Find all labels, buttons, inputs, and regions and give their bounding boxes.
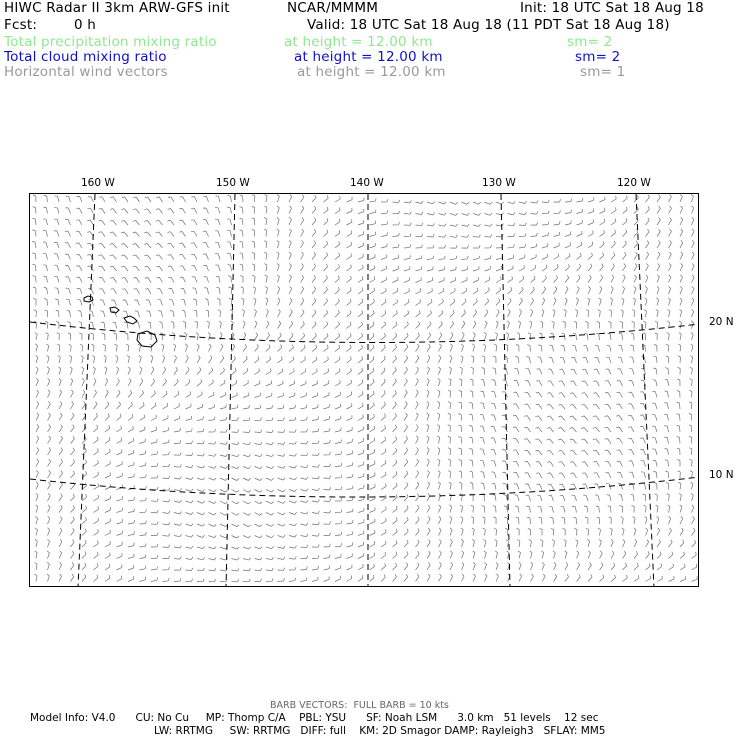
plot-title: HIWC Radar II 3km ARW-GFS init: [4, 0, 230, 16]
field-precip-sm: sm= 2: [567, 34, 613, 50]
lon-label-150w: 150 W: [216, 177, 250, 189]
field-cloud-sm: sm= 2: [575, 49, 621, 65]
model-info-line1: Model Info: V4.0 CU: No Cu MP: Thomp C/A PBL: YSU SF: Noah LSM 3.0 km 51 levels 12 sec: [30, 712, 599, 724]
init-time: Init: 18 UTC Sat 18 Aug 18: [520, 0, 704, 16]
lon-label-120w: 120 W: [617, 177, 651, 189]
field-cloud-height: at height = 12.00 km: [294, 49, 443, 65]
meridian-160w: [78, 194, 95, 587]
field-wind-name: Horizontal wind vectors: [4, 64, 168, 80]
field-precip-height: at height = 12.00 km: [284, 34, 433, 50]
parallel-20n: [30, 322, 699, 343]
wind-barbs: [32, 194, 697, 581]
lon-label-160w: 160 W: [81, 177, 115, 189]
source-label: NCAR/MMMM: [287, 0, 379, 16]
lon-label-130w: 130 W: [482, 177, 516, 189]
field-precip-name: Total precipitation mixing ratio: [4, 34, 217, 50]
field-wind-height: at height = 12.00 km: [297, 64, 446, 80]
barb-note: BARB VECTORS: FULL BARB = 10 kts: [270, 700, 449, 711]
model-info-line2: LW: RRTMG SW: RRTMG DIFF: full KM: 2D Smagor DAMP: Rayleigh3 SFLAY: MM5: [154, 725, 606, 737]
wind-map: [29, 193, 699, 587]
forecast-value: 0 h: [74, 17, 97, 33]
field-wind-sm: sm= 1: [580, 64, 626, 80]
wind-barb-field: [30, 194, 699, 587]
hawaiian-islands: [84, 296, 157, 347]
valid-time: Valid: 18 UTC Sat 18 Aug 18 (11 PDT Sat 18 Aug 18): [307, 17, 670, 33]
kauai-island: [84, 296, 93, 302]
lat-label-10n: 10 N: [709, 469, 734, 481]
lon-label-140w: 140 W: [350, 177, 384, 189]
hawaii-island: [137, 331, 157, 347]
maui-island: [124, 316, 137, 324]
meridian-120w: [636, 194, 654, 587]
lat-label-20n: 20 N: [709, 316, 734, 328]
forecast-label: Fcst:: [4, 17, 38, 33]
field-cloud-name: Total cloud mixing ratio: [4, 49, 167, 65]
oahu-island: [110, 307, 119, 313]
wind-barb-paths: [32, 194, 697, 581]
